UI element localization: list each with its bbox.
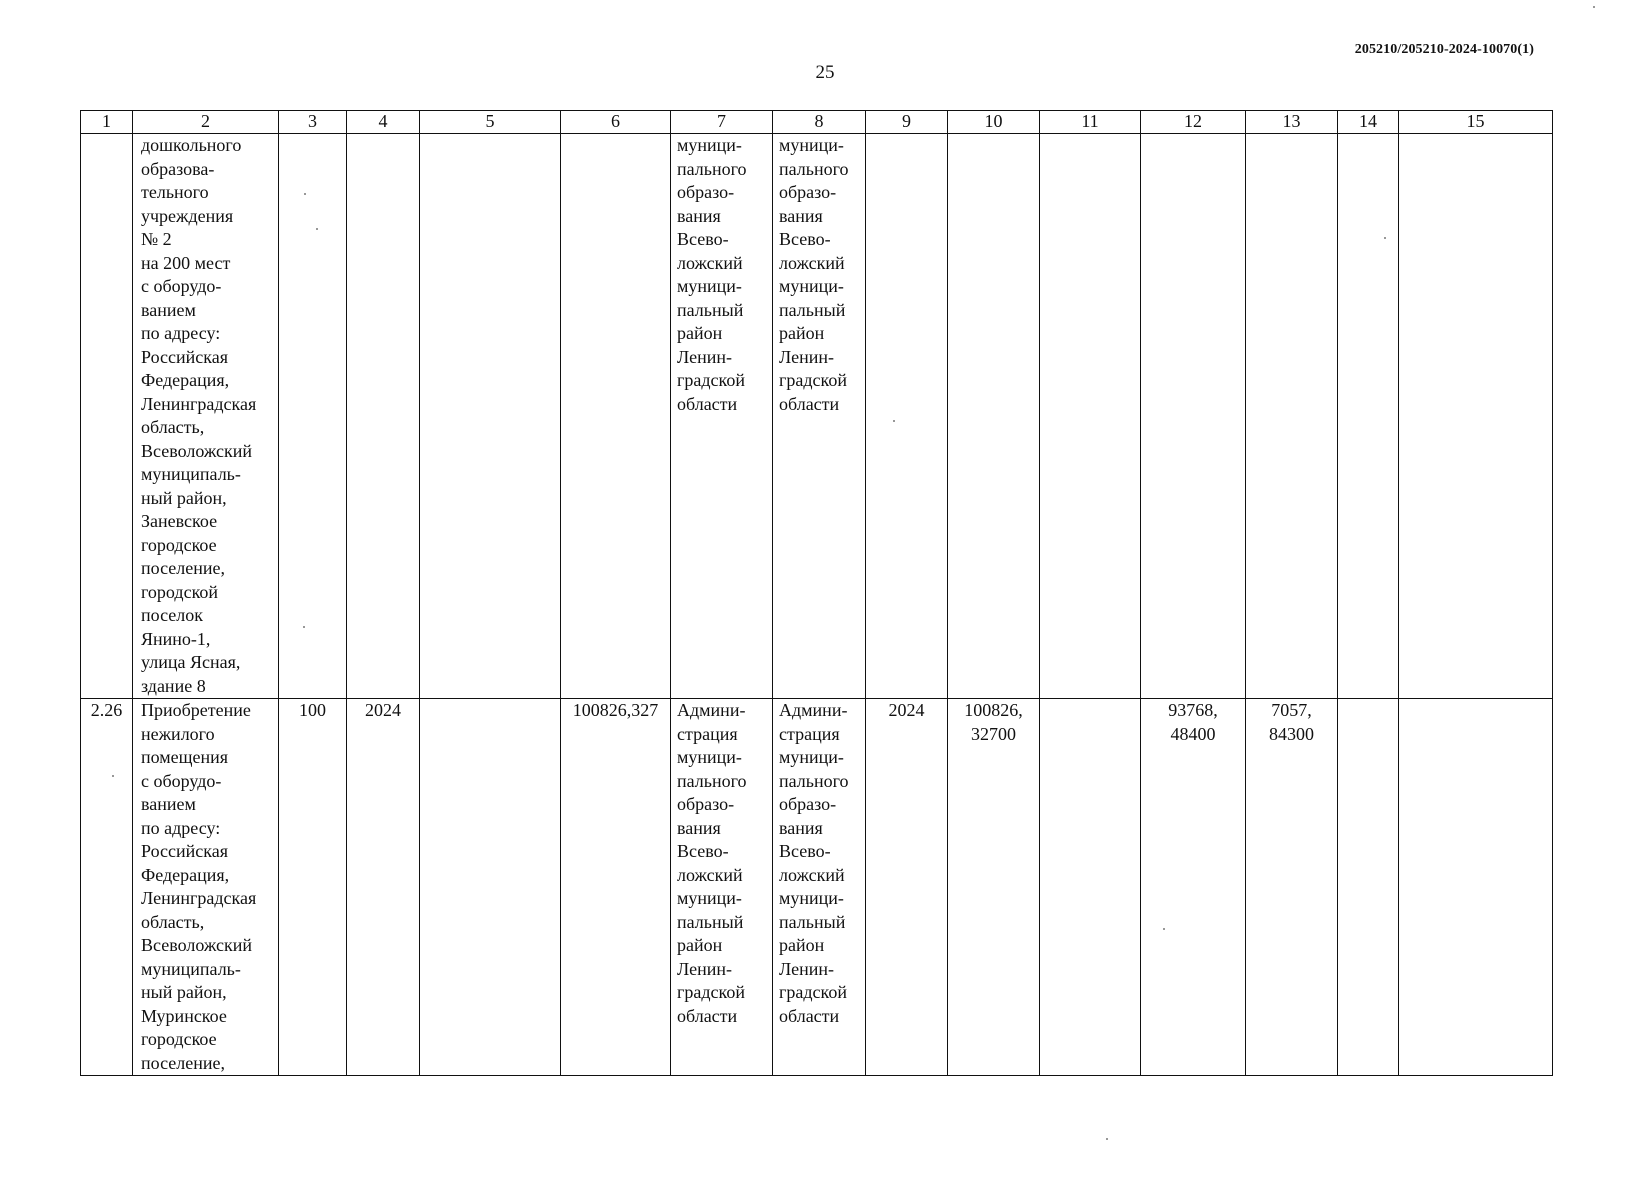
scan-speck xyxy=(893,420,895,422)
column-number: 2 xyxy=(133,111,279,134)
cell-col9: 2024 xyxy=(866,699,948,1076)
cell-number xyxy=(81,134,133,699)
cell-col11 xyxy=(1040,699,1141,1076)
cell-col4: 2024 xyxy=(347,699,420,1076)
cell-col12: 93768, 48400 xyxy=(1141,699,1246,1076)
cell-col15 xyxy=(1399,134,1553,699)
cell-col13 xyxy=(1246,134,1338,699)
scan-speck xyxy=(1384,237,1386,239)
cell-col14 xyxy=(1338,699,1399,1076)
scan-speck xyxy=(1106,1138,1108,1140)
column-number: 5 xyxy=(420,111,561,134)
scan-speck xyxy=(303,626,305,628)
cell-col15 xyxy=(1399,699,1553,1076)
column-number-row xyxy=(81,111,1553,134)
cell-col8: Админи- страция муници- пального образо- вания Всево- ложский муници- пальный район Ленин- градской области xyxy=(773,699,866,1076)
cell-col7: муници- пального образо- вания Всево- ложский муници- пальный район Ленин- градской области xyxy=(671,134,773,699)
cell-object-name: дошкольного образова- тельного учреждения № 2 на 200 мест с оборудо- ванием по адресу: Российская Федерация, Ленинградская область, Всеволожский муниципаль- ный район, Заневское городское поселение, городской поселок Янино-1, улица Ясная, здание 8 xyxy=(133,134,279,699)
cell-col3: 100 xyxy=(279,699,347,1076)
column-number: 6 xyxy=(561,111,671,134)
cell-col9 xyxy=(866,134,948,699)
cell-col12 xyxy=(1141,134,1246,699)
cell-col3 xyxy=(279,134,347,699)
scan-speck xyxy=(1163,928,1165,930)
cell-col4 xyxy=(347,134,420,699)
cell-number: 2.26 xyxy=(81,699,133,1076)
cell-col5 xyxy=(420,699,561,1076)
column-number: 14 xyxy=(1338,111,1399,134)
column-number: 10 xyxy=(948,111,1040,134)
column-number: 7 xyxy=(671,111,773,134)
scan-speck xyxy=(304,193,306,195)
table-row xyxy=(81,134,1553,699)
column-number: 12 xyxy=(1141,111,1246,134)
column-number: 4 xyxy=(347,111,420,134)
cell-col6 xyxy=(561,134,671,699)
cell-col6: 100826,327 xyxy=(561,699,671,1076)
column-number: 3 xyxy=(279,111,347,134)
column-number: 15 xyxy=(1399,111,1553,134)
cell-col8: муници- пального образо- вания Всево- ложский муници- пальный район Ленин- градской области xyxy=(773,134,866,699)
scan-speck xyxy=(112,775,114,777)
scan-speck xyxy=(316,228,318,230)
data-table xyxy=(80,110,1553,1076)
column-number: 8 xyxy=(773,111,866,134)
table-row xyxy=(81,699,1553,1076)
cell-col13: 7057, 84300 xyxy=(1246,699,1338,1076)
page-number: 25 xyxy=(815,62,835,83)
cell-col7: Админи- страция муници- пального образо- вания Всево- ложский муници- пальный район Ленин- градской области xyxy=(671,699,773,1076)
column-number: 13 xyxy=(1246,111,1338,134)
scan-speck xyxy=(1593,6,1595,8)
cell-col5 xyxy=(420,134,561,699)
cell-col14 xyxy=(1338,134,1399,699)
document-id: 205210/205210-2024-10070(1) xyxy=(1354,42,1534,57)
column-number: 9 xyxy=(866,111,948,134)
cell-col10 xyxy=(948,134,1040,699)
cell-col11 xyxy=(1040,134,1141,699)
column-number: 11 xyxy=(1040,111,1141,134)
cell-object-name: Приобретение нежилого помещения с оборудо- ванием по адресу: Российская Федерация, Ленинградская область, Всеволожский муниципаль- ный район, Муринское городское поселение, xyxy=(133,699,279,1076)
column-number: 1 xyxy=(81,111,133,134)
cell-col10: 100826, 32700 xyxy=(948,699,1040,1076)
